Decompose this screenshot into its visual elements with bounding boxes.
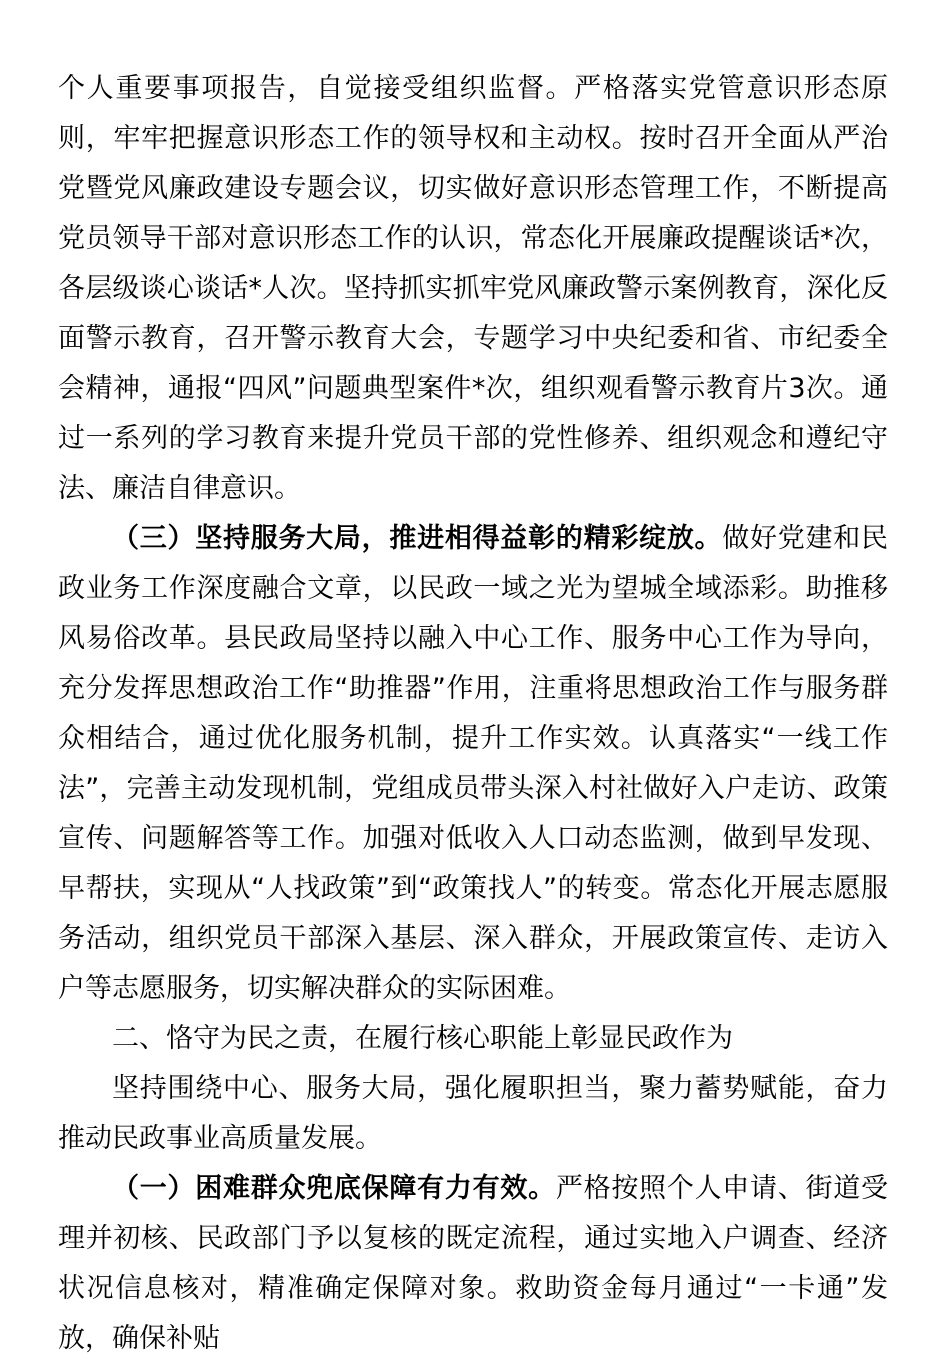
paragraph-text: 个人重要事项报告，自觉接受组织监督。严格落实党管意识形态原则，牢牢把握意识形态工作的领导权和主动权。按时召开全面从严治党暨党风廉政建设专题会议，切实做好意识形态管理工作，不断提高党员领导干部对意识形态工作的认识，常态化开展廉政提醒谈话*次，各层级谈心谈话*人次。坚持抓实抓牢党风廉政警示案例教育，深化反面警示教育，召开警示教育大会，专题学习中央纪委和省、市纪委全会精神，通报“四风”问题典型案件*次，组织观看警示教育片3次。通过一系列的学习教育来提升党员干部的党性修养、组织观念和遵纪守法、廉洁自律意识。 [58, 73, 888, 504]
document-body [58, 64, 888, 1364]
paragraph-text: 坚持围绕中心、服务大局，强化履职担当，聚力蓄势赋能，奋力推动民政事业高质量发展。 [58, 1073, 888, 1154]
paragraph-text: 严格按照个人申请、街道受理并初核、民政部门予以复核的既定流程，通过实地入户调查、经济状况信息核对，精准确定保障对象。救助资金每月通过“一卡通”发放，确保补贴 [58, 1173, 889, 1354]
chapter-heading-text: 二、恪守为民之责，在履行核心职能上彰显民政作为 [112, 1023, 733, 1054]
section-heading: （三）坚持服务大局，推进相得益彰的精彩绽放。 [112, 523, 723, 554]
chapter-heading [58, 1014, 888, 1064]
paragraph-subsection-1 [58, 1164, 888, 1364]
section-heading: （一）困难群众兜底保障有力有效。 [112, 1173, 556, 1204]
paragraph-text: 做好党建和民政业务工作深度融合文章，以民政一域之光为望城全域添彩。助推移风易俗改革。县民政局坚持以融入中心工作、服务中心工作为导向，充分发挥思想政治工作“助推器”作用，注重将思想政治工作与服务群众相结合，通过优化服务机制，提升工作实效。认真落实“一线工作法”，完善主动发现机制，党组成员带头深入村社做好入户走访、政策宣传、问题解答等工作。加强对低收入人口动态监测，做到早发现、早帮扶，实现从“人找政策”到“政策找人”的转变。常态化开展志愿服务活动，组织党员干部深入基层、深入群众，开展政策宣传、走访入户等志愿服务，切实解决群众的实际困难。 [58, 523, 889, 1004]
paragraph-continuation [58, 64, 888, 514]
paragraph-intro [58, 1064, 888, 1164]
paragraph-section-3 [58, 514, 888, 1014]
